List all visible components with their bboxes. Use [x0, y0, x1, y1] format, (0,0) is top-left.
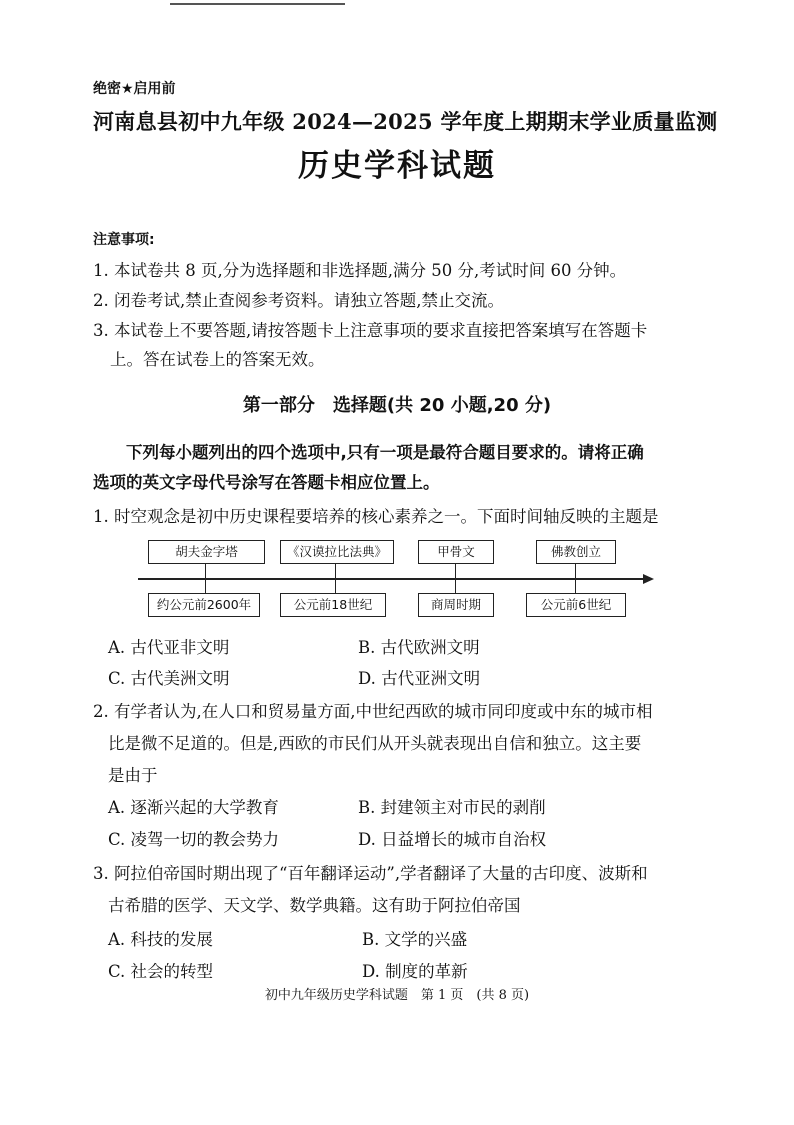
timeline-tick	[205, 562, 206, 596]
question-3-option-c: C. 社会的转型	[108, 962, 214, 981]
timeline-date: 约公元前2600年	[148, 593, 260, 617]
part1-title: 第一部分 选择题(共 20 小题,20 分)	[242, 395, 552, 416]
part1-instruction-line2: 选项的英文字母代号涂写在答题卡相应位置上。	[93, 473, 440, 492]
top-rule	[170, 3, 345, 5]
question-2-stem-line1: 2. 有学者认为,在人口和贸易量方面,中世纪西欧的城市同印度或中东的城市相	[93, 702, 653, 721]
part1-instruction-line1: 下列每小题列出的四个选项中,只有一项是最符合题目要求的。请将正确	[126, 443, 644, 462]
timeline-axis	[138, 578, 648, 580]
question-3-option-b: B. 文学的兴盛	[362, 930, 468, 949]
timeline-date: 公元前6世纪	[526, 593, 626, 617]
question-1-option-b: B. 古代欧洲文明	[358, 638, 480, 657]
timeline-tick	[575, 562, 576, 596]
question-2-option-b: B. 封建领主对市民的剥削	[358, 798, 546, 817]
timeline-arrow	[643, 574, 654, 584]
notice-item-2: 2. 闭卷考试,禁止查阅参考资料。请独立答题,禁止交流。	[93, 291, 504, 310]
question-2-stem-line2: 比是微不足道的。但是,西欧的市民们从开头就表现出自信和独立。这主要	[108, 734, 642, 753]
secret-mark: 绝密★启用前	[93, 81, 176, 97]
notice-item-3: 3. 本试卷上不要答题,请按答题卡上注意事项的要求直接把答案填写在答题卡	[93, 321, 648, 340]
question-2-stem-line3: 是由于	[108, 766, 158, 785]
notice-item-1: 1. 本试卷共 8 页,分为选择题和非选择题,满分 50 分,考试时间 60 分钟。	[93, 261, 627, 280]
question-1-stem: 1. 时空观念是初中历史课程要培养的核心素养之一。下面时间轴反映的主题是	[93, 507, 659, 526]
notice-title: 注意事项:	[93, 232, 155, 248]
timeline-date: 商周时期	[418, 593, 494, 617]
question-3-option-a: A. 科技的发展	[108, 930, 213, 949]
question-2-option-d: D. 日益增长的城市自治权	[358, 830, 547, 849]
timeline-event: 佛教创立	[536, 540, 616, 564]
question-3-option-d: D. 制度的革新	[362, 962, 468, 981]
timeline-date: 公元前18世纪	[280, 593, 386, 617]
exam-title: 河南息县初中九年级 2024—2025 学年度上期期末学业质量监测	[93, 109, 718, 134]
timeline-tick	[455, 562, 456, 596]
question-1-option-a: A. 古代亚非文明	[108, 638, 230, 657]
question-1-option-d: D. 古代亚洲文明	[358, 669, 481, 688]
question-2-option-c: C. 凌驾一切的教会势力	[108, 830, 280, 849]
timeline-event: 《汉谟拉比法典》	[280, 540, 394, 564]
subject-title: 历史学科试题	[298, 148, 496, 184]
timeline-tick	[335, 562, 336, 596]
timeline-event: 甲骨文	[418, 540, 494, 564]
notice-item-3-cont: 上。答在试卷上的答案无效。	[110, 350, 325, 369]
timeline-event: 胡夫金字塔	[148, 540, 265, 564]
question-3-stem-line1: 3. 阿拉伯帝国时期出现了“百年翻译运动”,学者翻译了大量的古印度、波斯和	[93, 864, 648, 883]
page-footer: 初中九年级历史学科试题 第 1 页 (共 8 页)	[264, 988, 530, 1003]
question-3-stem-line2: 古希腊的医学、天文学、数学典籍。这有助于阿拉伯帝国	[108, 896, 521, 915]
timeline-figure	[138, 538, 658, 620]
question-2-option-a: A. 逐渐兴起的大学教育	[108, 798, 279, 817]
question-1-option-c: C. 古代美洲文明	[108, 669, 230, 688]
